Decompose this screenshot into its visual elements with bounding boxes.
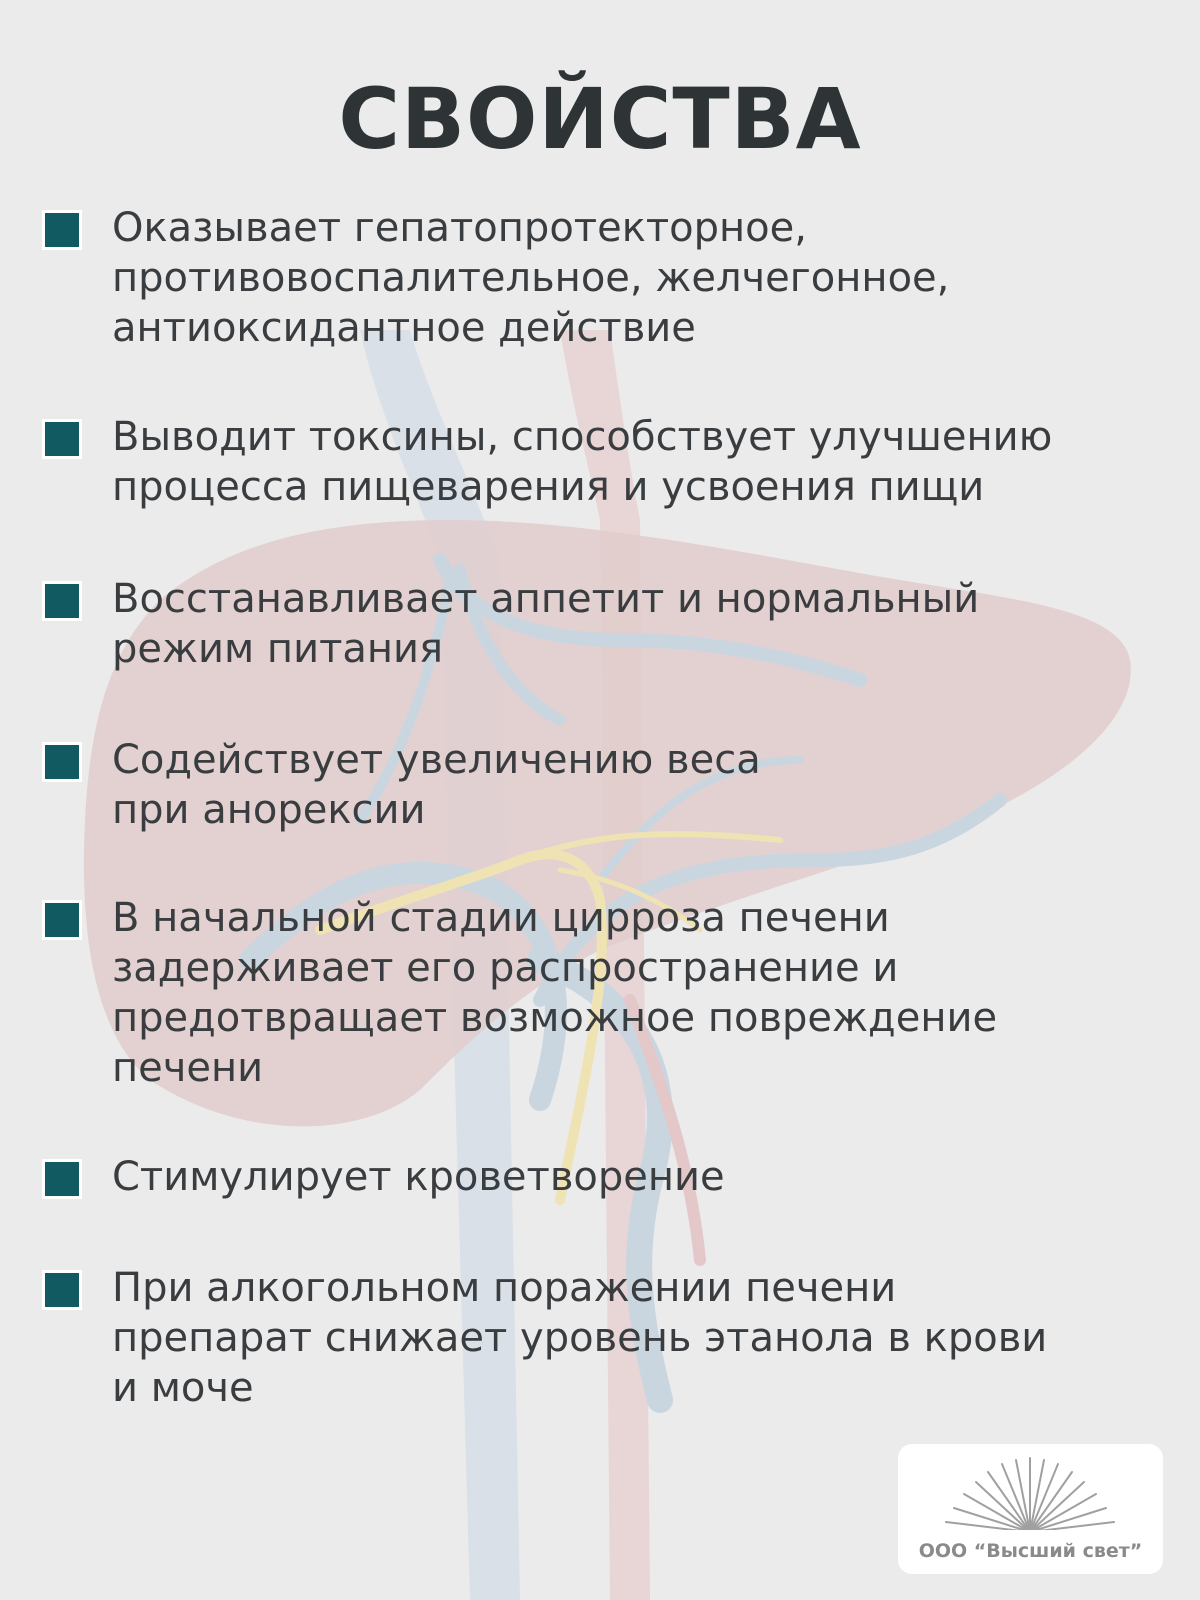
company-name: ООО “Высший свет” [918,1540,1143,1562]
property-text: Восстанавливает аппетит и нормальный режим питания [112,576,980,672]
square-bullet-icon [42,742,82,782]
square-bullet-icon [42,1270,82,1310]
square-bullet-icon [42,210,82,250]
property-text: Выводит токсины, способствует улучшению процесса пищеварения и усвоения пищи [112,414,1053,510]
property-text: При алкогольном поражении печени препарат снижает уровень этанола в крови и моче [112,1265,1048,1411]
property-text: Содействует увеличению веса при анорексии [112,737,761,833]
square-bullet-icon [42,419,82,459]
property-text: Стимулирует кроветворение [112,1154,725,1200]
square-bullet-icon [42,581,82,621]
property-text: В начальной стадии цирроза печени задерживает его распространение и предотвращает возможное повреждение печени [112,895,998,1091]
square-bullet-icon [42,900,82,940]
company-logo [898,1444,1163,1574]
square-bullet-icon [42,1159,82,1199]
page-title: СВОЙСТВА [338,70,862,168]
property-text: Оказывает гепатопротекторное, противовоспалительное, желчегонное, антиоксидантное действие [112,205,950,351]
